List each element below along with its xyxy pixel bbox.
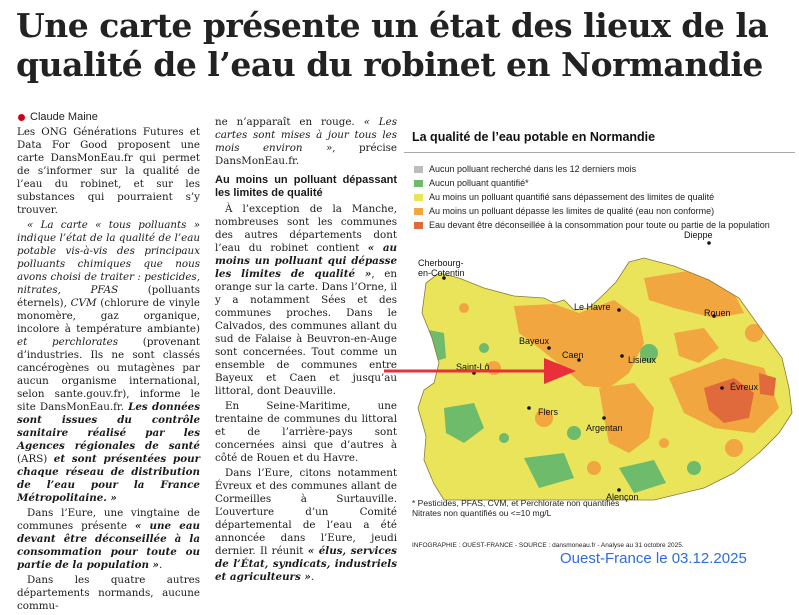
paragraph: Dans les quatre autres départements normands, aucune commu- [17, 574, 200, 612]
paragraph: En Seine-Maritime, une trentaine de communes du littoral et de l’arrière-pays sont concernées ainsi que d’autres à côté de Rouen et du Havre. [215, 400, 397, 464]
red-dot-icon [18, 114, 25, 121]
legend-label: Aucun polluant quantifié* [429, 178, 529, 188]
city-label-alencon: Alençon [606, 492, 639, 502]
commune-patch [687, 461, 701, 475]
paragraph: ne n’apparaît en rouge. « Les cartes sont mises à jour tous les mois environ », précise DansMonEau.fr. [215, 116, 397, 167]
legend-item [414, 220, 784, 231]
commune-patch [459, 303, 469, 313]
city-label-bayeux: Bayeux [519, 336, 550, 346]
publication-credit: Ouest-France le 03.12.2025 [560, 550, 747, 567]
paragraph: Dans l’Eure, citons notamment Évreux et des communes allant de Cormeilles à Surtauville. L’ouverture d’un Comité départemental de l’eau a été annoncée dans l’Eure, jeudi dernier. Il réunit « élus, services de l’État, syndicats, industriels et agriculteurs ». [215, 467, 397, 583]
article-column-1 [17, 126, 200, 615]
map-legend [414, 164, 784, 234]
city-marker [707, 241, 711, 245]
city-marker [720, 386, 724, 390]
subheading: Au moins un polluant dépassant les limites de qualité [215, 174, 397, 199]
article-column-2 [215, 116, 397, 586]
normandy-map [404, 230, 795, 502]
headline: Une carte présente un état des lieux de la qualité de l’eau du robinet en Normandie [16, 6, 769, 84]
footnote-line: * Pesticides, PFAS, CVM, et Perchlorate non quantifiés [412, 498, 620, 508]
commune-patch [659, 438, 669, 448]
legend-item [414, 206, 784, 217]
green-zone-cotentin [419, 328, 446, 363]
paragraph: À l’exception de la Manche, nombreuses sont les communes des autres départements dont l’eau du robinet contient « au moins un polluant qui dépasse les limites de qualité », en orange sur la carte. Dans l’Orne, il y a notamment Sées et des communes proches. Dans le Calvados, des communes allant du sud de Falaise à Beuvron-en-Auge sont concernées. Tout comme un ensemble de communes entre Bayeux et Caen et jusqu’au littoral, dont Deauville. [215, 203, 397, 397]
legend-swatch [414, 180, 423, 187]
commune-patch [567, 426, 581, 440]
infographic-title: La qualité de l’eau potable en Normandie [412, 130, 656, 144]
paragraph: « La carte « tous polluants » indique l’état de la qualité de l’eau potable vis-à-vis des principaux polluants chimiques que nous avons choisi de traiter : pesticides, nitrates, PFAS (polluants éternels), CVM (chlorure de vinyle monomère, gaz organique, incolore à température ambiante) et perchlorates (provenant d’industries. Ils ne sont classés cancérogènes ou mutagènes par aucun organisme international, selon sante.gouv.fr), informe le site DansMonEau.fr. Les données sont issues du contrôle sanitaire réalisé par les Agences régionales de santé (ARS) et sont présentées pour chaque réseau de distribution de l’eau pour la France Métropolitaine. » [17, 219, 201, 504]
legend-swatch [414, 166, 423, 173]
commune-patch [479, 343, 489, 353]
footnote [412, 498, 792, 518]
city-marker [527, 406, 531, 410]
legend-swatch [414, 194, 423, 201]
city-label-lehavre: Le Havre [574, 302, 611, 312]
city-label-cherbourg: Cherbourg- [418, 258, 464, 268]
legend-swatch [414, 222, 423, 229]
commune-patch [499, 433, 509, 443]
paragraph: Dans l’Eure, une vingtaine de communes présente « une eau devant être déconseillée à la consommation pour toute ou partie de la population ». [17, 507, 200, 571]
legend-label: Aucun polluant recherché dans les 12 derniers mois [429, 164, 637, 174]
legend-label: Au moins un polluant dépasse les limites de qualité (eau non conforme) [429, 206, 715, 216]
byline [18, 111, 98, 123]
legend-swatch [414, 208, 423, 215]
city-label-cherbourg: en-Cotentin [418, 268, 465, 278]
paragraph: Les ONG Générations Futures et Data For Good proposent une carte DansMonEau.fr qui permet de s’informer sur la qualité de l’eau du robinet, et sur les substances qui pourraient s’y trouver. [17, 126, 200, 216]
legend-label: Eau devant être déconseillée à la consommation pour toute ou partie de la population [429, 220, 770, 230]
legend-item [414, 192, 784, 203]
legend-item [414, 178, 784, 189]
commune-patch [725, 439, 743, 457]
city-label-lisieux: Lisieux [628, 355, 657, 365]
infographic [404, 118, 795, 543]
city-marker [547, 346, 551, 350]
city-label-evreux: Évreux [730, 382, 759, 392]
city-label-rouen: Rouen [704, 308, 731, 318]
city-label-flers: Flers [538, 407, 558, 417]
legend-item [414, 164, 784, 175]
commune-patch [587, 461, 601, 475]
city-label-dieppe: Dieppe [684, 230, 713, 240]
footnote-line: Nitrates non quantifiés ou <=10 mg/L [412, 508, 552, 518]
city-label-caen: Caen [562, 350, 584, 360]
city-marker [602, 416, 606, 420]
city-marker [620, 354, 624, 358]
source-line: INFOGRAPHIE : OUEST-FRANCE - SOURCE : dansmoneau.fr - Analyse au 31 octobre 2025. [412, 542, 684, 549]
legend-label: Au moins un polluant quantifié sans dépassement des limites de qualité [429, 192, 715, 202]
city-label-saintlo: Saint-Lô [456, 362, 490, 372]
commune-patch [745, 324, 763, 342]
author-name: Claude Maine [30, 111, 98, 123]
city-marker [617, 308, 621, 312]
divider [404, 152, 795, 153]
city-label-argentan: Argentan [586, 423, 623, 433]
